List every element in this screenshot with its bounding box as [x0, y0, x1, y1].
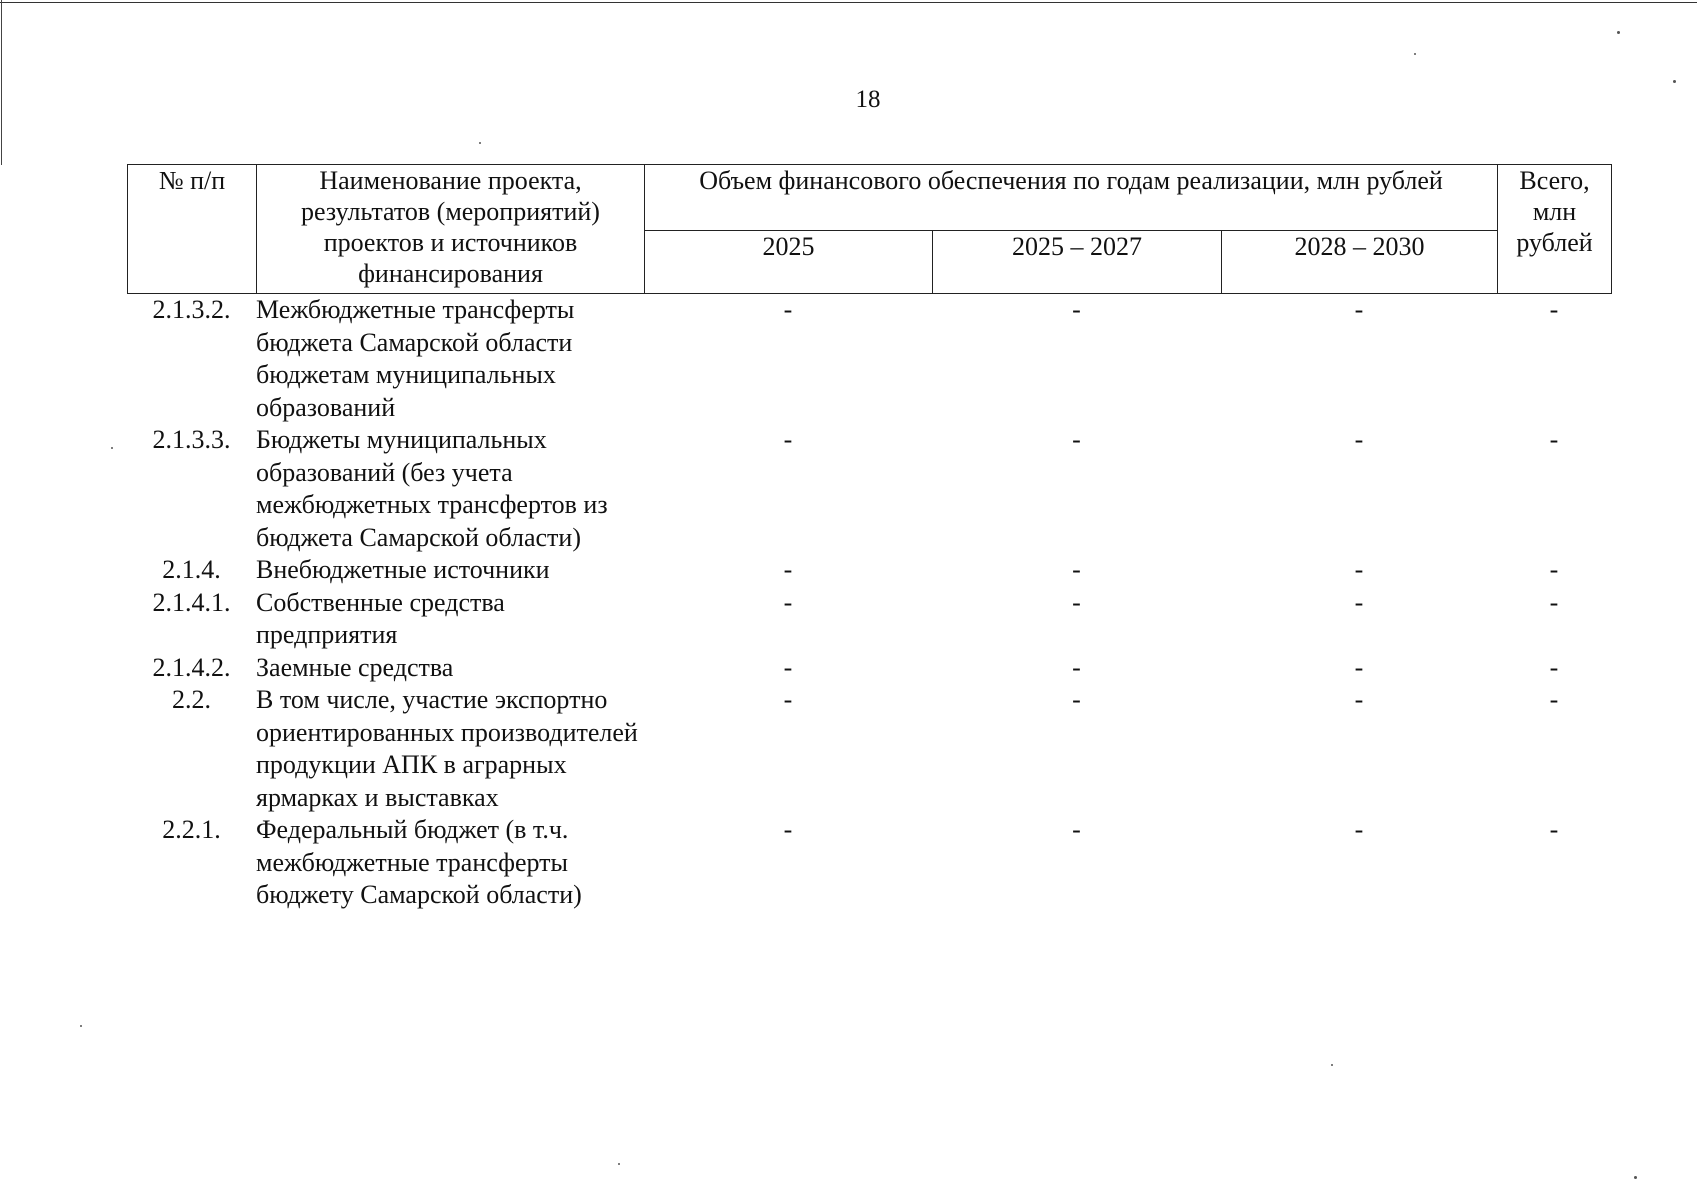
header-funding-group: Объем финансового обеспечения по годам реализации, млн рублей — [645, 165, 1498, 231]
row-name: Федеральный бюджет (в т.ч. межбюджетные трансферты бюджету Самарской области) — [256, 815, 582, 909]
row-total: - — [1549, 295, 1559, 324]
row-total: - — [1549, 425, 1559, 454]
row-number: 2.1.4. — [162, 555, 221, 584]
table-header — [127, 164, 1612, 294]
row-value-2028-2030: - — [1354, 815, 1364, 844]
row-value-2025-2027: - — [1072, 685, 1081, 714]
scan-speck — [111, 447, 113, 449]
header-name: Наименование проекта, результатов (мероприятий) проектов и источников финансирования — [257, 165, 645, 294]
row-total: - — [1549, 685, 1559, 714]
row-number: 2.1.3.3. — [152, 425, 231, 454]
header-year-2025-2027: 2025 – 2027 — [933, 231, 1222, 294]
header-total: Всего, млн рублей — [1498, 165, 1612, 294]
row-value-2025-2027: - — [1072, 295, 1081, 324]
header-year-2028-2030: 2028 – 2030 — [1222, 231, 1498, 294]
row-name: Бюджеты муниципальных образований (без учета межбюджетных трансфертов из бюджета Самарской области) — [256, 425, 608, 552]
top-border-line — [0, 2, 1697, 3]
row-value-2025-2027: - — [1072, 425, 1081, 454]
scan-speck — [1617, 31, 1620, 34]
row-total: - — [1549, 587, 1559, 617]
table-row — [127, 814, 1611, 912]
row-number: 2.1.4.2. — [152, 652, 231, 682]
row-value-2028-2030: - — [1354, 587, 1364, 617]
row-number: 2.2.1. — [162, 815, 221, 844]
header-year-2025: 2025 — [645, 231, 933, 294]
scan-speck — [80, 1025, 82, 1027]
scan-speck — [1673, 80, 1676, 83]
row-total: - — [1549, 815, 1559, 844]
row-number: 2.2. — [172, 685, 211, 714]
row-value-2028-2030: - — [1354, 685, 1364, 714]
scan-speck — [1634, 1176, 1637, 1179]
table-row — [127, 424, 1611, 554]
row-name: В том числе, участие экспортно ориентированных производителей продукции АПК в аграрных ярмарках и выставках — [256, 685, 638, 812]
row-value-2025: - — [783, 587, 793, 617]
row-value-2025-2027: - — [1072, 555, 1081, 584]
row-name: Собственные средства предприятия — [256, 587, 505, 649]
table-body — [127, 294, 1611, 912]
table-row — [127, 587, 1611, 652]
row-value-2025-2027: - — [1072, 652, 1081, 682]
row-value-2028-2030: - — [1354, 652, 1364, 682]
left-border-line — [1, 0, 2, 165]
scan-speck — [1331, 1064, 1333, 1066]
page-number: 18 — [855, 86, 881, 113]
row-value-2028-2030: - — [1354, 555, 1364, 584]
row-value-2025: - — [783, 425, 793, 454]
row-name: Заемные средства — [256, 652, 454, 682]
row-value-2025: - — [783, 295, 793, 324]
row-value-2025-2027: - — [1072, 815, 1081, 844]
row-name: Межбюджетные трансферты бюджета Самарской области бюджетам муниципальных образований — [256, 295, 575, 422]
table-row — [127, 554, 1611, 587]
table-row — [127, 684, 1611, 814]
row-number: 2.1.4.1. — [152, 587, 231, 617]
row-value-2028-2030: - — [1354, 295, 1364, 324]
row-value-2025: - — [783, 555, 793, 584]
row-value-2025-2027: - — [1072, 587, 1081, 617]
row-number: 2.1.3.2. — [152, 295, 231, 324]
table-row — [127, 652, 1611, 685]
scan-speck — [618, 1163, 620, 1165]
row-value-2025: - — [783, 652, 793, 682]
scan-speck — [479, 142, 481, 144]
row-value-2025: - — [783, 685, 793, 714]
row-total: - — [1549, 652, 1559, 682]
table-row — [127, 294, 1611, 424]
row-value-2028-2030: - — [1354, 425, 1364, 454]
row-value-2025: - — [783, 815, 793, 844]
scan-speck — [1414, 53, 1416, 55]
row-name: Внебюджетные источники — [256, 555, 550, 584]
row-total: - — [1549, 555, 1559, 584]
header-number: № п/п — [128, 165, 257, 294]
